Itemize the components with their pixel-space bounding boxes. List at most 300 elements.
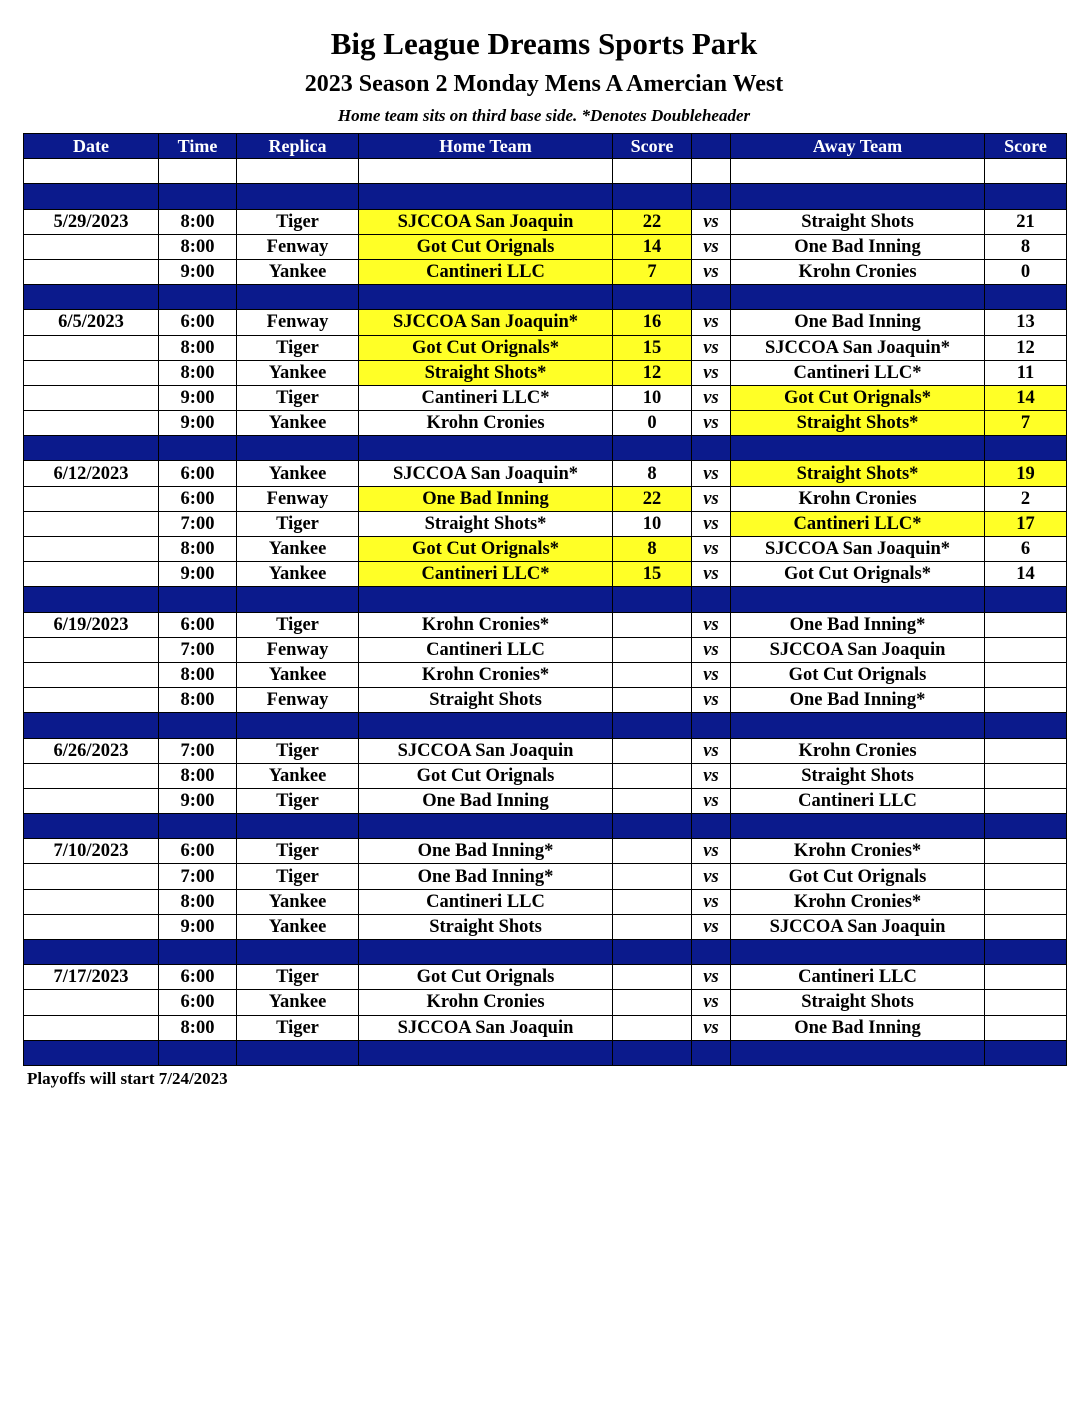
time-cell: 6:00 [159, 839, 237, 864]
vs-cell [692, 159, 731, 184]
home-team-cell: Straight Shots* [359, 360, 613, 385]
home-team-cell: One Bad Inning [359, 788, 613, 813]
home-score-cell [613, 914, 692, 939]
home-team-cell: Got Cut Orignals* [359, 335, 613, 360]
away-team-cell [731, 1040, 985, 1065]
away-team-cell: Cantineri LLC* [731, 511, 985, 536]
away-team-cell [731, 940, 985, 965]
away-score-cell: 14 [985, 562, 1067, 587]
date-cell [24, 486, 159, 511]
home-team-cell [359, 159, 613, 184]
replica-cell [237, 436, 359, 461]
vs-cell [692, 814, 731, 839]
time-cell: 8:00 [159, 335, 237, 360]
date-cell [24, 537, 159, 562]
away-score-cell: 17 [985, 511, 1067, 536]
game-row [24, 411, 1067, 436]
home-score-cell [613, 889, 692, 914]
away-team-cell: One Bad Inning* [731, 612, 985, 637]
home-score-cell: 10 [613, 511, 692, 536]
date-cell: 7/10/2023 [24, 839, 159, 864]
date-cell [24, 864, 159, 889]
game-row [24, 889, 1067, 914]
home-team-cell: Straight Shots [359, 914, 613, 939]
game-row [24, 385, 1067, 410]
game-row [24, 914, 1067, 939]
game-row [24, 486, 1067, 511]
home-team-cell: SJCCOA San Joaquin [359, 1015, 613, 1040]
game-row [24, 209, 1067, 234]
home-score-cell [613, 788, 692, 813]
time-cell: 9:00 [159, 385, 237, 410]
away-team-cell [731, 285, 985, 310]
time-cell: 6:00 [159, 990, 237, 1015]
home-team-cell: Cantineri LLC* [359, 385, 613, 410]
home-team-cell [359, 587, 613, 612]
home-team-cell: Krohn Cronies* [359, 612, 613, 637]
col-date: Date [24, 134, 159, 159]
game-row [24, 1015, 1067, 1040]
col-home-team: Home Team [359, 134, 613, 159]
date-cell [24, 385, 159, 410]
page-subtitle: 2023 Season 2 Monday Mens A Amercian West [304, 71, 784, 97]
home-score-cell [613, 990, 692, 1015]
date-cell [24, 788, 159, 813]
time-cell [159, 713, 237, 738]
date-cell [24, 914, 159, 939]
time-cell: 7:00 [159, 738, 237, 763]
vs-cell: vs [692, 562, 731, 587]
home-score-cell [613, 839, 692, 864]
home-team-cell: Cantineri LLC* [359, 562, 613, 587]
schedule-note: Home team sits on third base side. *Denotes Doubleheader [337, 106, 751, 125]
vs-cell [692, 184, 731, 209]
schedule-body [24, 159, 1067, 1066]
away-score-cell [985, 612, 1067, 637]
week-separator-row [24, 940, 1067, 965]
time-cell [159, 184, 237, 209]
home-score-cell: 16 [613, 310, 692, 335]
home-team-cell [359, 1040, 613, 1065]
replica-cell: Tiger [237, 612, 359, 637]
vs-cell: vs [692, 788, 731, 813]
home-team-cell: Got Cut Orignals [359, 763, 613, 788]
time-cell: 9:00 [159, 914, 237, 939]
home-team-cell [359, 713, 613, 738]
date-cell [24, 688, 159, 713]
header-row [24, 134, 1067, 159]
time-cell: 6:00 [159, 612, 237, 637]
away-score-cell [985, 940, 1067, 965]
away-score-cell: 2 [985, 486, 1067, 511]
replica-cell: Yankee [237, 889, 359, 914]
time-cell: 6:00 [159, 310, 237, 335]
replica-cell [237, 713, 359, 738]
time-cell: 7:00 [159, 637, 237, 662]
away-score-cell [985, 788, 1067, 813]
away-team-cell [731, 814, 985, 839]
col-replica: Replica [237, 134, 359, 159]
vs-cell: vs [692, 637, 731, 662]
replica-cell: Yankee [237, 259, 359, 284]
date-cell [24, 940, 159, 965]
away-team-cell: Straight Shots* [731, 461, 985, 486]
col-away-team: Away Team [731, 134, 985, 159]
game-row [24, 662, 1067, 687]
vs-cell: vs [692, 234, 731, 259]
date-cell: 6/19/2023 [24, 612, 159, 637]
time-cell: 8:00 [159, 209, 237, 234]
week-separator-row [24, 436, 1067, 461]
replica-cell [237, 940, 359, 965]
week-separator-row [24, 184, 1067, 209]
game-row [24, 562, 1067, 587]
away-team-cell: One Bad Inning [731, 310, 985, 335]
time-cell [159, 159, 237, 184]
vs-cell: vs [692, 914, 731, 939]
replica-cell: Yankee [237, 562, 359, 587]
replica-cell [237, 159, 359, 184]
home-team-cell: Got Cut Orignals [359, 965, 613, 990]
home-score-cell [613, 965, 692, 990]
replica-cell: Yankee [237, 763, 359, 788]
date-cell [24, 1040, 159, 1065]
date-cell [24, 637, 159, 662]
away-team-cell: Krohn Cronies [731, 738, 985, 763]
away-team-cell [731, 587, 985, 612]
vs-cell [692, 713, 731, 738]
vs-cell: vs [692, 461, 731, 486]
home-team-cell: Cantineri LLC [359, 637, 613, 662]
away-team-cell: Straight Shots [731, 990, 985, 1015]
replica-cell: Fenway [237, 688, 359, 713]
away-team-cell: Krohn Cronies* [731, 839, 985, 864]
away-score-cell [985, 637, 1067, 662]
date-cell [24, 763, 159, 788]
away-score-cell [985, 1015, 1067, 1040]
home-team-cell: Krohn Cronies* [359, 662, 613, 687]
away-score-cell [985, 713, 1067, 738]
vs-cell: vs [692, 889, 731, 914]
replica-cell: Yankee [237, 360, 359, 385]
vs-cell: vs [692, 335, 731, 360]
away-team-cell: SJCCOA San Joaquin [731, 637, 985, 662]
away-score-cell [985, 763, 1067, 788]
game-row [24, 360, 1067, 385]
col-away-score: Score [985, 134, 1067, 159]
away-score-cell: 6 [985, 537, 1067, 562]
game-row [24, 965, 1067, 990]
replica-cell [237, 1040, 359, 1065]
home-team-cell [359, 285, 613, 310]
week-separator-row [24, 587, 1067, 612]
away-team-cell [731, 436, 985, 461]
time-cell: 9:00 [159, 788, 237, 813]
home-team-cell: SJCCOA San Joaquin [359, 738, 613, 763]
time-cell: 8:00 [159, 763, 237, 788]
vs-cell [692, 1040, 731, 1065]
home-team-cell [359, 940, 613, 965]
away-team-cell: Cantineri LLC* [731, 360, 985, 385]
replica-cell [237, 814, 359, 839]
time-cell [159, 1040, 237, 1065]
away-score-cell [985, 662, 1067, 687]
vs-cell: vs [692, 612, 731, 637]
vs-cell: vs [692, 411, 731, 436]
col-home-score: Score [613, 134, 692, 159]
away-team-cell: Got Cut Orignals [731, 662, 985, 687]
time-cell: 7:00 [159, 511, 237, 536]
date-cell [24, 562, 159, 587]
home-score-cell [613, 637, 692, 662]
away-team-cell: Cantineri LLC [731, 965, 985, 990]
vs-cell: vs [692, 259, 731, 284]
home-team-cell [359, 814, 613, 839]
away-team-cell: SJCCOA San Joaquin [731, 914, 985, 939]
replica-cell: Tiger [237, 864, 359, 889]
vs-cell: vs [692, 965, 731, 990]
away-score-cell [985, 184, 1067, 209]
date-cell: 6/5/2023 [24, 310, 159, 335]
home-team-cell: SJCCOA San Joaquin* [359, 461, 613, 486]
date-cell [24, 889, 159, 914]
home-score-cell: 8 [613, 461, 692, 486]
replica-cell: Tiger [237, 738, 359, 763]
date-cell: 6/12/2023 [24, 461, 159, 486]
away-score-cell [985, 839, 1067, 864]
col-time: Time [159, 134, 237, 159]
date-cell [24, 259, 159, 284]
game-row [24, 763, 1067, 788]
time-cell: 6:00 [159, 486, 237, 511]
time-cell [159, 814, 237, 839]
date-cell [24, 285, 159, 310]
game-row [24, 990, 1067, 1015]
replica-cell: Tiger [237, 335, 359, 360]
time-cell: 6:00 [159, 965, 237, 990]
time-cell: 9:00 [159, 411, 237, 436]
away-team-cell: One Bad Inning* [731, 688, 985, 713]
game-row [24, 738, 1067, 763]
date-cell: 7/17/2023 [24, 965, 159, 990]
vs-cell: vs [692, 839, 731, 864]
page-title: Big League Dreams Sports Park [330, 26, 758, 61]
away-score-cell [985, 965, 1067, 990]
home-score-cell [613, 662, 692, 687]
home-team-cell: Straight Shots [359, 688, 613, 713]
away-score-cell: 13 [985, 310, 1067, 335]
game-row [24, 864, 1067, 889]
home-score-cell [613, 940, 692, 965]
home-team-cell: SJCCOA San Joaquin* [359, 310, 613, 335]
home-score-cell: 15 [613, 335, 692, 360]
away-score-cell [985, 285, 1067, 310]
vs-cell: vs [692, 662, 731, 687]
home-score-cell [613, 688, 692, 713]
away-team-cell: Got Cut Orignals [731, 864, 985, 889]
date-cell [24, 662, 159, 687]
replica-cell [237, 184, 359, 209]
home-team-cell [359, 184, 613, 209]
date-cell [24, 587, 159, 612]
home-score-cell: 8 [613, 537, 692, 562]
replica-cell: Fenway [237, 637, 359, 662]
time-cell: 9:00 [159, 259, 237, 284]
away-team-cell: Krohn Cronies [731, 259, 985, 284]
game-row [24, 788, 1067, 813]
game-row [24, 511, 1067, 536]
game-row [24, 839, 1067, 864]
away-score-cell: 12 [985, 335, 1067, 360]
home-team-cell: Straight Shots* [359, 511, 613, 536]
date-cell [24, 990, 159, 1015]
game-row [24, 335, 1067, 360]
replica-cell: Yankee [237, 411, 359, 436]
away-score-cell [985, 889, 1067, 914]
time-cell: 7:00 [159, 864, 237, 889]
replica-cell: Fenway [237, 310, 359, 335]
replica-cell: Yankee [237, 990, 359, 1015]
away-score-cell [985, 814, 1067, 839]
away-score-cell [985, 1040, 1067, 1065]
blank-row [24, 159, 1067, 184]
home-score-cell [613, 1015, 692, 1040]
home-score-cell: 14 [613, 234, 692, 259]
away-score-cell: 14 [985, 385, 1067, 410]
replica-cell [237, 587, 359, 612]
away-team-cell: Krohn Cronies* [731, 889, 985, 914]
away-team-cell: Straight Shots* [731, 411, 985, 436]
away-score-cell: 0 [985, 259, 1067, 284]
vs-cell: vs [692, 864, 731, 889]
date-cell [24, 335, 159, 360]
time-cell [159, 285, 237, 310]
date-cell: 6/26/2023 [24, 738, 159, 763]
replica-cell: Tiger [237, 511, 359, 536]
date-cell [24, 436, 159, 461]
vs-cell [692, 436, 731, 461]
time-cell: 8:00 [159, 889, 237, 914]
home-score-cell [613, 814, 692, 839]
home-score-cell [613, 159, 692, 184]
home-team-cell: SJCCOA San Joaquin [359, 209, 613, 234]
replica-cell: Yankee [237, 461, 359, 486]
vs-cell: vs [692, 511, 731, 536]
away-score-cell: 19 [985, 461, 1067, 486]
away-team-cell [731, 713, 985, 738]
time-cell: 6:00 [159, 461, 237, 486]
away-score-cell [985, 688, 1067, 713]
vs-cell [692, 587, 731, 612]
date-cell [24, 411, 159, 436]
away-team-cell: Krohn Cronies [731, 486, 985, 511]
time-cell: 8:00 [159, 360, 237, 385]
time-cell: 9:00 [159, 562, 237, 587]
home-score-cell [613, 1040, 692, 1065]
home-score-cell [613, 184, 692, 209]
game-row [24, 461, 1067, 486]
time-cell: 8:00 [159, 1015, 237, 1040]
vs-cell: vs [692, 1015, 731, 1040]
week-separator-row [24, 285, 1067, 310]
home-score-cell [613, 763, 692, 788]
time-cell [159, 940, 237, 965]
home-score-cell: 10 [613, 385, 692, 410]
home-score-cell [613, 436, 692, 461]
home-score-cell [613, 864, 692, 889]
away-score-cell [985, 738, 1067, 763]
game-row [24, 234, 1067, 259]
vs-cell: vs [692, 310, 731, 335]
away-team-cell: Straight Shots [731, 763, 985, 788]
away-team-cell: One Bad Inning [731, 1015, 985, 1040]
replica-cell: Tiger [237, 788, 359, 813]
replica-cell: Tiger [237, 209, 359, 234]
replica-cell: Tiger [237, 965, 359, 990]
home-team-cell: Cantineri LLC [359, 889, 613, 914]
week-separator-row [24, 1040, 1067, 1065]
home-score-cell: 15 [613, 562, 692, 587]
game-row [24, 637, 1067, 662]
time-cell: 8:00 [159, 537, 237, 562]
away-team-cell [731, 159, 985, 184]
date-cell [24, 234, 159, 259]
vs-cell: vs [692, 738, 731, 763]
week-separator-row [24, 713, 1067, 738]
vs-cell: vs [692, 688, 731, 713]
home-score-cell: 7 [613, 259, 692, 284]
vs-cell: vs [692, 486, 731, 511]
date-cell [24, 1015, 159, 1040]
away-team-cell: SJCCOA San Joaquin* [731, 335, 985, 360]
home-team-cell: Got Cut Orignals* [359, 537, 613, 562]
date-cell [24, 159, 159, 184]
home-score-cell [613, 738, 692, 763]
replica-cell: Fenway [237, 486, 359, 511]
vs-cell [692, 940, 731, 965]
away-score-cell [985, 436, 1067, 461]
vs-cell: vs [692, 763, 731, 788]
date-cell [24, 511, 159, 536]
away-score-cell: 8 [985, 234, 1067, 259]
replica-cell: Tiger [237, 839, 359, 864]
home-score-cell [613, 713, 692, 738]
away-score-cell [985, 990, 1067, 1015]
date-cell: 5/29/2023 [24, 209, 159, 234]
vs-cell: vs [692, 990, 731, 1015]
time-cell: 8:00 [159, 234, 237, 259]
vs-cell [692, 285, 731, 310]
time-cell [159, 587, 237, 612]
away-score-cell [985, 864, 1067, 889]
home-score-cell: 22 [613, 209, 692, 234]
date-cell [24, 814, 159, 839]
replica-cell: Tiger [237, 385, 359, 410]
home-score-cell: 0 [613, 411, 692, 436]
vs-cell: vs [692, 385, 731, 410]
replica-cell: Yankee [237, 537, 359, 562]
away-team-cell [731, 184, 985, 209]
away-team-cell: Straight Shots [731, 209, 985, 234]
away-score-cell: 7 [985, 411, 1067, 436]
date-cell [24, 184, 159, 209]
schedule-table [23, 133, 1067, 1066]
replica-cell [237, 285, 359, 310]
date-cell [24, 360, 159, 385]
week-separator-row [24, 814, 1067, 839]
away-team-cell: Got Cut Orignals* [731, 562, 985, 587]
home-team-cell: One Bad Inning* [359, 864, 613, 889]
